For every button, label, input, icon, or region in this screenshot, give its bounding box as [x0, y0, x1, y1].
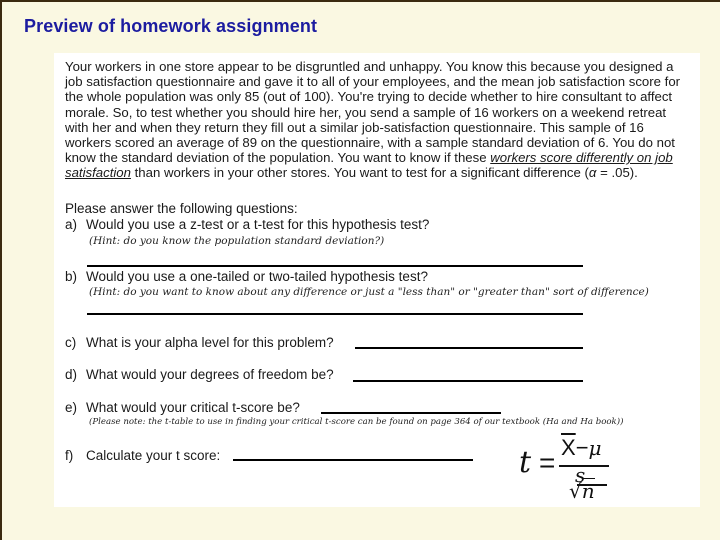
- slide-frame-top: [0, 0, 720, 2]
- formula-t: t: [519, 445, 532, 480]
- question-text: What would your critical t-score be?: [86, 400, 300, 415]
- question-b-hint: (Hint: do you want to know about any difference or just a "less than" or "greater than" sort of difference): [89, 286, 649, 298]
- formula-s: s: [575, 463, 586, 487]
- formula-equals: =: [539, 447, 556, 478]
- question-c: [65, 335, 334, 350]
- scenario-text-1: Your workers in one store appear to be disgruntled and unhappy. You know this because you designed a job satisfaction questionnaire and gave it to all of your employees, and the mean job satisfaction score for the whole population was only 85 (out of 100). You're trying to decide whether to hire consultant to affect morale. So, to test whether you should hire her, you send a sample of 16 workers on a weekend retreat with her and when they return they fill out a similar job-satisfaction questionnaire. This sample of 16 workers scored an average of 89 on the questionnaire, with a sample standard deviation of 6. You do not know the standard deviation of the population. You want to know if these: [65, 59, 681, 166]
- slide-frame-left: [0, 0, 2, 540]
- questions-header: Please answer the following questions:: [65, 201, 298, 216]
- question-e-hint: (Please note: the t-table to use in finding your critical t-score can be found on page 364 of our textbook (Ha and Ha book)): [89, 417, 624, 427]
- t-score-formula: [517, 437, 617, 503]
- question-a: [65, 217, 429, 232]
- question-label: d): [65, 367, 78, 382]
- alpha-value: = .05).: [596, 165, 638, 181]
- answer-line-f[interactable]: [233, 459, 473, 461]
- formula-minus: −: [575, 435, 589, 460]
- question-text: What would your degrees of freedom be?: [86, 367, 334, 382]
- formula-numerator: [561, 435, 602, 461]
- question-label: c): [65, 335, 77, 350]
- alpha-symbol: α: [588, 165, 597, 181]
- answer-line-b[interactable]: [87, 313, 583, 315]
- formula-mu: μ: [588, 436, 602, 460]
- scenario-paragraph: [65, 59, 683, 181]
- scenario-text-2: than workers in your other stores. You want to test for a significant difference (: [130, 165, 589, 181]
- question-e: [65, 400, 300, 415]
- question-d: [65, 367, 334, 382]
- question-b: [65, 269, 428, 284]
- answer-line-c[interactable]: [355, 347, 583, 349]
- question-a-hint: (Hint: do you know the population standard deviation?): [89, 235, 385, 247]
- question-label: f): [65, 448, 74, 463]
- slide-title: Preview of homework assignment: [24, 16, 318, 36]
- sqrt-icon: √: [569, 479, 582, 503]
- question-text: Would you use a one-tailed or two-tailed hypothesis test?: [86, 269, 428, 284]
- question-f: [65, 448, 220, 463]
- scenario-emphasis: workers score differently on job satisfaction: [65, 150, 673, 181]
- question-text: Would you use a z-test or a t-test for this hypothesis test?: [86, 217, 430, 232]
- answer-line-a[interactable]: [87, 265, 583, 267]
- question-label: b): [65, 269, 78, 284]
- question-text: Calculate your t score:: [86, 448, 221, 463]
- question-text: What is your alpha level for this problem?: [86, 335, 334, 350]
- formula-xbar: $\overline{X}$: [561, 435, 576, 460]
- answer-line-e[interactable]: [321, 412, 501, 414]
- formula-n: n: [581, 479, 595, 503]
- formula-sqrt-n: [569, 479, 595, 503]
- answer-line-d[interactable]: [353, 380, 583, 382]
- question-label: e): [65, 400, 78, 415]
- question-label: a): [65, 217, 78, 232]
